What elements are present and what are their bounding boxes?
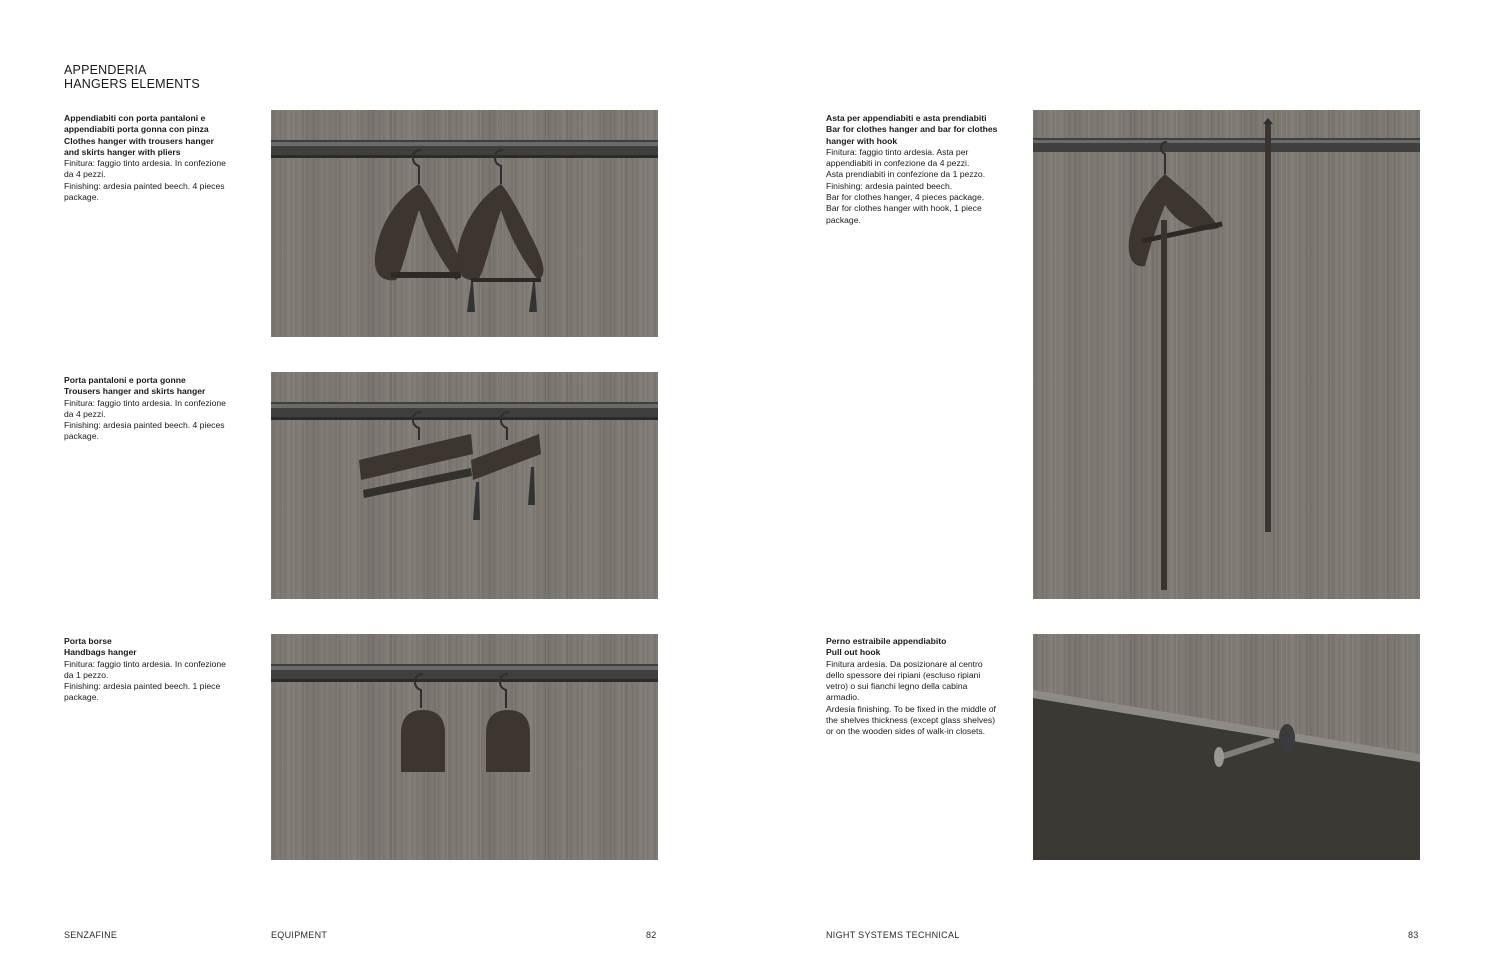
item-body-line: or on the wooden sides of walk-in closets. [826, 726, 986, 737]
item-body-line: package. [64, 192, 99, 203]
item-body-line: Finishing: ardesia painted beech. 4 pieces [64, 420, 225, 431]
item-title-line: Pull out hook [826, 647, 881, 658]
item-title-line: Perno estraibile appendiabito [826, 636, 947, 646]
trousers-hanger-photo [271, 372, 658, 599]
item-body-line: Finishing: ardesia painted beech. [826, 180, 953, 191]
bar-with-hook-photo [1033, 110, 1420, 599]
page-heading [64, 63, 200, 91]
clothes-hanger-photo [271, 110, 658, 337]
item-title-line: Bar for clothes hanger and bar for clothes [826, 124, 998, 135]
item-body-line: da 4 pezzi. [64, 408, 106, 419]
item-pull-out-hook-description [826, 636, 1026, 738]
item-body-line: da 4 pezzi. [64, 169, 106, 180]
item-body-line: Finitura ardesia. Da posizionare al centro [826, 658, 983, 669]
item-body-line: Asta prendiabiti in confezione da 1 pezzo. [826, 169, 986, 180]
item-body-line: package. [64, 692, 99, 703]
item-title-line: hanger with hook [826, 135, 898, 146]
item-bar-description [826, 113, 1026, 226]
item-body-line: Bar for clothes hanger, 4 pieces package. [826, 192, 985, 203]
item-body-line: Ardesia finishing. To be fixed in the middle of [826, 703, 996, 714]
item-title-line: Asta per appendiabiti e asta prendiabiti [826, 113, 987, 123]
footer-page-number-right: 83 [1408, 930, 1419, 940]
item-title-line: Trousers hanger and skirts hanger [64, 386, 206, 397]
item-body-line: da 1 pezzo. [64, 669, 109, 680]
item-body-line: Finitura: faggio tinto ardesia. In confezione [64, 158, 226, 169]
item-trousers-hanger-description [64, 375, 254, 443]
item-body-line: Finishing: ardesia painted beech. 4 pieces [64, 180, 225, 191]
item-body-line: vetro) o sui fianchi legno della cabina [826, 681, 968, 692]
item-body-line: armadio. [826, 692, 860, 703]
handbags-hanger-photo [271, 634, 658, 860]
item-clothes-hanger-description [64, 113, 254, 203]
heading-italian: APPENDERIA [64, 63, 147, 77]
item-title-line: Appendiabiti con porta pantaloni e [64, 113, 206, 123]
item-title-line: Porta borse [64, 636, 112, 646]
item-body-line: dello spessore dei ripiani (escluso ripiani [826, 669, 981, 680]
pull-out-hook-photo [1033, 634, 1420, 860]
item-body-line: package. [64, 431, 99, 442]
item-handbags-hanger-description [64, 636, 254, 704]
item-title-line: Porta pantaloni e porta gonne [64, 375, 186, 385]
item-body-line: Finitura: faggio tinto ardesia. Asta per [826, 146, 969, 157]
item-title-line: and skirts hanger with pliers [64, 146, 181, 157]
footer-section-left: EQUIPMENT [271, 930, 328, 940]
item-title-line: appendiabiti porta gonna con pinza [64, 124, 209, 135]
item-title-line: Handbags hanger [64, 647, 137, 658]
item-title-line: Clothes hanger with trousers hanger [64, 135, 214, 146]
heading-english: HANGERS ELEMENTS [64, 77, 200, 91]
footer-page-number-left: 82 [646, 930, 657, 940]
item-body-line: package. [826, 214, 861, 225]
footer-brand: SENZAFINE [64, 930, 118, 940]
footer-section-right: NIGHT SYSTEMS TECHNICAL [826, 930, 960, 940]
item-body-line: Bar for clothes hanger with hook, 1 piece [826, 203, 982, 214]
item-body-line: the shelves thickness (except glass shelves) [826, 715, 996, 726]
item-body-line: Finitura: faggio tinto ardesia. In confezione [64, 397, 226, 408]
item-body-line: Finishing: ardesia painted beech. 1 piece [64, 681, 221, 692]
item-body-line: appendiabiti in confezione da 4 pezzi. [826, 158, 970, 169]
item-body-line: Finitura: faggio tinto ardesia. In confezione [64, 658, 226, 669]
